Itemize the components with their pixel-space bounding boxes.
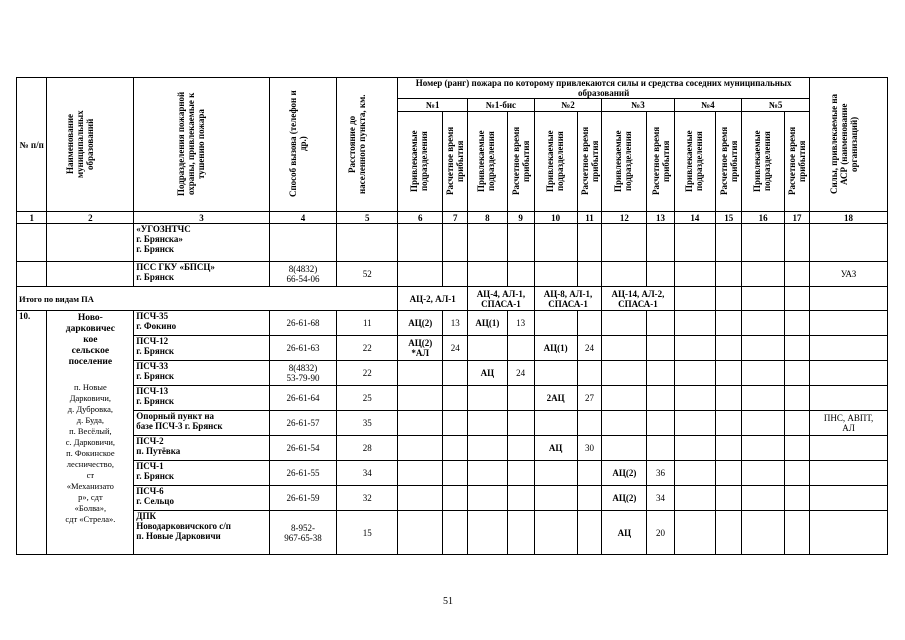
sub-time-2: Расчетное время прибытия	[507, 112, 534, 212]
table-row	[17, 486, 888, 511]
totals-label: Итого по видам ПА	[17, 287, 398, 311]
value-cell	[534, 311, 577, 336]
call-cell: 26-61-64	[269, 386, 337, 411]
value-cell	[602, 436, 647, 461]
value-cell	[602, 411, 647, 436]
header-units: Подразделения пожарной охраны, привлекаемые к тушению пожара	[134, 78, 269, 212]
totals-row	[17, 287, 888, 311]
value-cell	[577, 361, 602, 386]
asr-cell	[810, 224, 888, 262]
value-cell	[443, 511, 468, 555]
dist-cell: 34	[337, 461, 398, 486]
value-cell	[443, 486, 468, 511]
value-cell	[507, 461, 534, 486]
asr-cell	[810, 361, 888, 386]
col-num: 12	[602, 212, 647, 224]
unit-cell: «УГОЗНТЧС г. Брянска» г. Брянск	[134, 224, 269, 262]
value-cell	[398, 511, 443, 555]
value-cell	[443, 361, 468, 386]
unit-cell: ПСЧ-6 г. Сельцо	[134, 486, 269, 511]
sub-units-3: Привлекаемые подразделения	[534, 112, 577, 212]
value-cell	[398, 461, 443, 486]
section-number: 10.	[17, 311, 47, 555]
value-cell: АЦ(2) *АЛ	[398, 336, 443, 361]
call-cell: 26-61-68	[269, 311, 337, 336]
value-cell: 13	[507, 311, 534, 336]
value-cell	[602, 336, 647, 361]
value-cell: 20	[647, 511, 674, 555]
call-cell: 26-61-57	[269, 411, 337, 436]
col-num: 15	[716, 212, 742, 224]
value-cell: АЦ(1)	[534, 336, 577, 361]
asr-cell	[810, 436, 888, 461]
dist-cell: 22	[337, 361, 398, 386]
sub-time-1: Расчетное время прибытия	[443, 112, 468, 212]
table-row	[17, 461, 888, 486]
value-cell	[602, 361, 647, 386]
dist-cell: 32	[337, 486, 398, 511]
header-rank-2: №2	[534, 99, 602, 112]
dist-cell: 28	[337, 436, 398, 461]
value-cell	[468, 336, 507, 361]
call-cell: 26-61-59	[269, 486, 337, 511]
col-num: 2	[47, 212, 134, 224]
value-cell	[647, 336, 674, 361]
unit-cell: ПСЧ-13 г. Брянск	[134, 386, 269, 411]
value-cell: 2АЦ	[534, 386, 577, 411]
value-cell	[507, 336, 534, 361]
mo-places: п. Новые Дарковичи, д. Дубровка, д. Буда, п. Весёлый, с. Дарковичи, п. Фокинское лесничество, ст «Механизато р», сдт «Болва», сдт «Стрела».	[65, 382, 116, 524]
sub-time-5: Расчетное время прибытия	[716, 112, 742, 212]
col-num: 16	[742, 212, 785, 224]
sub-units-4: Привлекаемые подразделения	[602, 112, 647, 212]
value-cell	[577, 486, 602, 511]
value-cell	[398, 436, 443, 461]
value-cell: АЦ(2)	[602, 486, 647, 511]
column-numbers-row	[17, 212, 888, 224]
value-cell: АЦ(2)	[602, 461, 647, 486]
value-cell	[507, 436, 534, 461]
sub-units-2: Привлекаемые подразделения	[468, 112, 507, 212]
col-num: 17	[785, 212, 810, 224]
value-cell	[443, 411, 468, 436]
value-cell	[507, 511, 534, 555]
table-row	[17, 311, 888, 336]
col-num: 5	[337, 212, 398, 224]
col-num: 14	[674, 212, 716, 224]
sub-time-4: Расчетное время прибытия	[647, 112, 674, 212]
value-cell: 13	[443, 311, 468, 336]
value-cell	[534, 511, 577, 555]
value-cell	[647, 311, 674, 336]
col-num: 10	[534, 212, 577, 224]
col-num: 8	[468, 212, 507, 224]
col-num: 1	[17, 212, 47, 224]
call-cell: 8(4832) 66-54-06	[269, 262, 337, 287]
header-call: Способ вызова (телефон и др.)	[269, 78, 337, 212]
header-rank-title: Номер (ранг) пожара по которому привлекаются силы и средства соседних муниципальных образований	[398, 78, 810, 99]
header-rank-4: №4	[674, 99, 742, 112]
call-cell: 26-61-55	[269, 461, 337, 486]
value-cell: 34	[647, 486, 674, 511]
mo-cell	[47, 311, 134, 555]
value-cell: 24	[443, 336, 468, 361]
unit-cell: ДПК Новодарковичского с/п п. Новые Дарковичи	[134, 511, 269, 555]
value-cell: АЦ	[602, 511, 647, 555]
value-cell	[468, 411, 507, 436]
value-cell	[443, 386, 468, 411]
sub-time-3: Расчетное время прибытия	[577, 112, 602, 212]
dist-cell	[337, 224, 398, 262]
col-num: 3	[134, 212, 269, 224]
call-cell	[269, 224, 337, 262]
value-cell	[577, 461, 602, 486]
value-cell	[443, 436, 468, 461]
unit-cell: Опорный пункт на базе ПСЧ-3 г. Брянск	[134, 411, 269, 436]
sub-time-6: Расчетное время прибытия	[785, 112, 810, 212]
header-rank-3: №3	[602, 99, 674, 112]
dist-cell: 15	[337, 511, 398, 555]
value-cell	[398, 361, 443, 386]
value-cell	[534, 461, 577, 486]
table-row	[17, 224, 888, 262]
table-row	[17, 361, 888, 386]
table-row	[17, 336, 888, 361]
totals-rank-1: АЦ-2, АЛ-1	[398, 287, 468, 311]
totals-rank-2: АЦ-8, АЛ-1, СПАСА-1	[534, 287, 602, 311]
totals-rank-1bis: АЦ-4, АЛ-1, СПАСА-1	[468, 287, 535, 311]
value-cell: АЦ(2)	[398, 311, 443, 336]
header-rank-1bis: №1-бис	[468, 99, 535, 112]
header-dist: Расстояние до населенного пункта, км.	[337, 78, 398, 212]
unit-cell: ПСЧ-12 г. Брянск	[134, 336, 269, 361]
unit-cell: ПСЧ-33 г. Брянск	[134, 361, 269, 386]
asr-cell: УАЗ	[810, 262, 888, 287]
totals-rank-3: АЦ-14, АЛ-2, СПАСА-1	[602, 287, 674, 311]
value-cell	[577, 511, 602, 555]
dist-cell: 25	[337, 386, 398, 411]
col-num: 7	[443, 212, 468, 224]
asr-cell	[810, 486, 888, 511]
dist-cell: 52	[337, 262, 398, 287]
col-num: 11	[577, 212, 602, 224]
value-cell	[647, 411, 674, 436]
value-cell	[647, 386, 674, 411]
value-cell	[468, 511, 507, 555]
asr-cell: ПНС, АВПТ, АЛ	[810, 411, 888, 436]
value-cell	[398, 486, 443, 511]
asr-cell	[810, 461, 888, 486]
col-num: 9	[507, 212, 534, 224]
value-cell	[534, 361, 577, 386]
col-num: 13	[647, 212, 674, 224]
value-cell: АЦ	[534, 436, 577, 461]
value-cell	[398, 411, 443, 436]
dist-cell: 11	[337, 311, 398, 336]
fire-forces-table	[16, 77, 888, 555]
value-cell	[602, 311, 647, 336]
value-cell	[647, 361, 674, 386]
page-number: 51	[443, 596, 453, 607]
value-cell: АЦ	[468, 361, 507, 386]
asr-cell	[810, 311, 888, 336]
value-cell	[468, 486, 507, 511]
header-num: № п/п	[17, 78, 47, 212]
value-cell: АЦ(1)	[468, 311, 507, 336]
value-cell	[398, 386, 443, 411]
table-row	[17, 411, 888, 436]
unit-cell: ПСЧ-2 п. Путёвка	[134, 436, 269, 461]
header-asr: Силы, привлекаемые на АСР (наименование организаций)	[810, 78, 888, 212]
table-row	[17, 511, 888, 555]
value-cell	[507, 386, 534, 411]
asr-cell	[810, 511, 888, 555]
call-cell: 8(4832) 53-79-90	[269, 361, 337, 386]
dist-cell: 35	[337, 411, 398, 436]
value-cell	[507, 411, 534, 436]
value-cell	[577, 411, 602, 436]
table-row	[17, 386, 888, 411]
unit-cell: ПСЧ-35 г. Фокино	[134, 311, 269, 336]
asr-cell	[810, 386, 888, 411]
table-row	[17, 436, 888, 461]
call-cell: 8-952- 967-65-38	[269, 511, 337, 555]
value-cell	[577, 311, 602, 336]
asr-cell	[810, 336, 888, 361]
unit-cell: ПСС ГКУ «БПСЦ» г. Брянск	[134, 262, 269, 287]
value-cell	[443, 461, 468, 486]
sub-units-6: Привлекаемые подразделения	[742, 112, 785, 212]
header-rank-1: №1	[398, 99, 468, 112]
call-cell: 26-61-63	[269, 336, 337, 361]
value-cell: 30	[577, 436, 602, 461]
value-cell	[534, 486, 577, 511]
value-cell: 36	[647, 461, 674, 486]
value-cell: 24	[507, 361, 534, 386]
table-row	[17, 262, 888, 287]
call-cell: 26-61-54	[269, 436, 337, 461]
mo-name: Ново- дарковичес кое сельское поселение	[65, 313, 115, 367]
value-cell	[507, 486, 534, 511]
sub-units-1: Привлекаемые подразделения	[398, 112, 443, 212]
value-cell: 27	[577, 386, 602, 411]
value-cell: 24	[577, 336, 602, 361]
value-cell	[534, 411, 577, 436]
col-num: 4	[269, 212, 337, 224]
col-num: 18	[810, 212, 888, 224]
value-cell	[468, 461, 507, 486]
value-cell	[468, 436, 507, 461]
dist-cell: 22	[337, 336, 398, 361]
unit-cell: ПСЧ-1 г. Брянск	[134, 461, 269, 486]
header-rank-5: №5	[742, 99, 810, 112]
value-cell	[468, 386, 507, 411]
value-cell	[647, 436, 674, 461]
sub-units-5: Привлекаемые подразделения	[674, 112, 716, 212]
col-num: 6	[398, 212, 443, 224]
header-mo: Наименование муниципальных образований	[47, 78, 134, 212]
value-cell	[602, 386, 647, 411]
